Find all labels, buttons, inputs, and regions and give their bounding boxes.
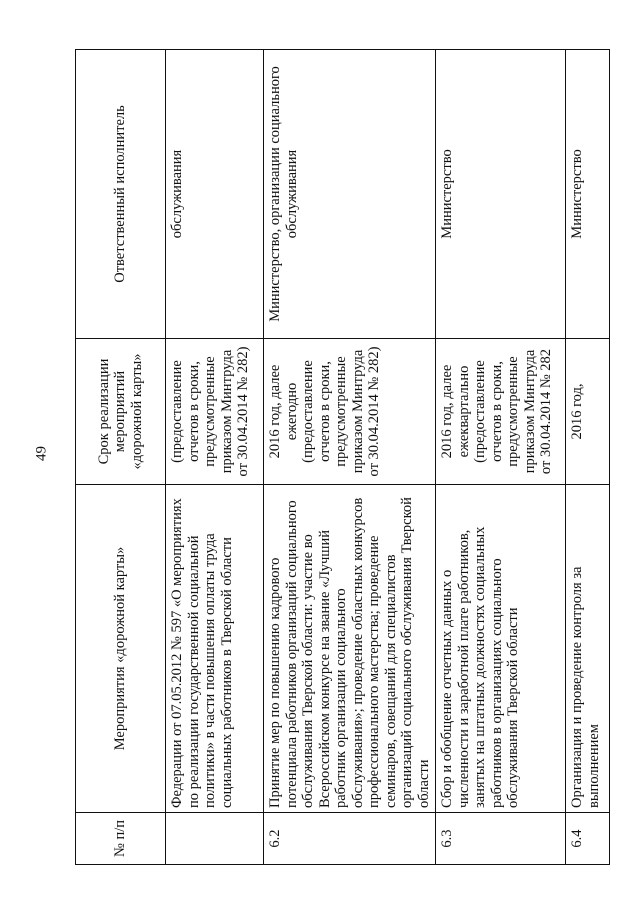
row-activity: Сбор и обобщение отчетных данных о численности и заработной плате работников, занятых на штатных должностях социальных работников в организациях социального обслуживания Тверской области — [436, 485, 566, 813]
row-deadline: 2016 год, — [566, 339, 610, 485]
table-row — [166, 50, 264, 865]
table-row — [264, 50, 436, 865]
table-row — [566, 50, 610, 865]
roadmap-table — [75, 49, 610, 865]
row-activity: Организация и проведение контроля за выполнением — [566, 485, 610, 813]
row-num: 6.4 — [566, 813, 610, 865]
table-row — [436, 50, 566, 865]
row-responsible: обслуживания — [166, 50, 264, 339]
header-activities: Мероприятия «дорожной карты» — [76, 485, 166, 813]
row-num: 6.2 — [264, 813, 436, 865]
row-responsible: Министерство, организации социального обслуживания — [264, 50, 436, 339]
page-number: 49 — [33, 446, 50, 461]
header-deadline: Срок реализации мероприятий «дорожной карты» — [76, 339, 166, 485]
row-responsible: Министерство — [566, 50, 610, 339]
rotated-table-wrapper — [75, 50, 602, 865]
table-header-row — [76, 50, 166, 865]
row-num: 6.3 — [436, 813, 566, 865]
row-num — [166, 813, 264, 865]
row-activity: Принятие мер по повышению кадрового потенциала работников организаций социального обслуживания Тверской области: участие во Всероссийском конкурсе на звание «Лучший работник организации социального обслуживания»; проведение областных конкурсов профессионального мастерства; проведение семинаров, совещаний для специалистов организаций социального обслуживания Тверской области — [264, 485, 436, 813]
row-deadline: 2016 год, далее ежегодно (предоставление отчетов в сроки, предусмотренные приказом Минтруда от 30.04.2014 № 282) — [264, 339, 436, 485]
row-responsible: Министерство — [436, 50, 566, 339]
row-activity: Федерации от 07.05.2012 № 597 «О мероприятиях по реализации государственной социальной политики» в части повышения оплаты труда социальных работников в Тверской области — [166, 485, 264, 813]
header-responsible: Ответственный исполнитель — [76, 50, 166, 339]
row-deadline: (предоставление отчетов в сроки, предусмотренные приказом Минтруда от 30.04.2014 № 282) — [166, 339, 264, 485]
header-num: № п/п — [76, 813, 166, 865]
row-deadline: 2016 год, далее ежеквартально (предоставление отчетов в сроки, предусмотренные приказом Минтруда от 30.04.2014 № 282 — [436, 339, 566, 485]
